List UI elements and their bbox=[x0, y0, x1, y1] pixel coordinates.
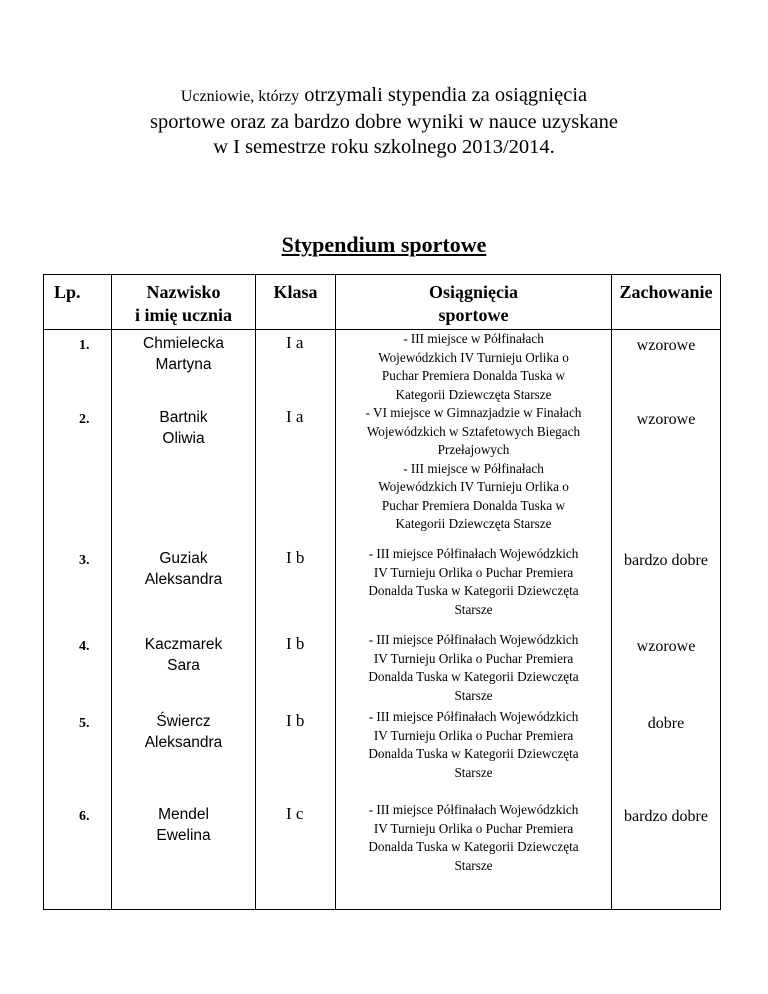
achievement-line: Starsze bbox=[454, 764, 493, 780]
row-lp: 3. bbox=[44, 545, 112, 631]
intro-line-2: sportowe oraz za bardzo dobre wyniki w nauce uzyskane bbox=[150, 110, 618, 133]
achievement-line: Kategorii Dziewczęta Starsze bbox=[395, 516, 552, 531]
table-row bbox=[44, 631, 721, 708]
achievement-line: - III miejsce w Półfinałach bbox=[403, 331, 544, 346]
intro-line-1 bbox=[0, 83, 768, 110]
row-klasa: I b bbox=[256, 545, 336, 631]
row-lp: 1. bbox=[44, 330, 112, 405]
row-firstname: Martyna bbox=[155, 356, 212, 373]
row-achievements bbox=[336, 801, 612, 909]
row-surname: Kaczmarek bbox=[144, 636, 223, 653]
row-surname: Guziak bbox=[159, 550, 208, 567]
row-surname: Bartnik bbox=[159, 409, 208, 426]
intro-line-1-rest: otrzymali stypendia za osiągnięcia bbox=[299, 84, 588, 106]
row-lp: 5. bbox=[44, 708, 112, 801]
row-student-name bbox=[112, 330, 256, 405]
achievement-line: Puchar Premiera Donalda Tuska w bbox=[381, 497, 566, 513]
table-row bbox=[44, 801, 721, 909]
row-lp: 4. bbox=[44, 631, 112, 708]
row-behaviour: bardzo dobre bbox=[612, 801, 721, 909]
row-behaviour: wzorowe bbox=[612, 404, 721, 545]
section-title: Stypendium sportowe bbox=[281, 232, 487, 257]
intro-text bbox=[0, 83, 768, 161]
row-lp: 2. bbox=[44, 404, 112, 545]
row-klasa: I a bbox=[256, 404, 336, 545]
header-name bbox=[112, 275, 256, 330]
row-klasa: I a bbox=[256, 330, 336, 405]
header-klasa: Klasa bbox=[256, 275, 336, 330]
achievement-line: Donalda Tuska w Kategorii Dziewczęta bbox=[368, 746, 579, 761]
row-surname: Mendel bbox=[158, 806, 209, 823]
achievement-line: IV Turnieju Orlika o Puchar Premiera bbox=[373, 650, 574, 666]
row-achievements bbox=[336, 631, 612, 708]
scholarship-table bbox=[43, 274, 721, 910]
achievement-line: Starsze bbox=[454, 601, 493, 617]
row-surname: Chmielecka bbox=[143, 335, 224, 352]
row-student-name bbox=[112, 404, 256, 545]
row-achievements bbox=[336, 545, 612, 631]
row-student-name bbox=[112, 545, 256, 631]
achievement-line: - VI miejsce w Gimnazjadzie w Finałach bbox=[365, 405, 582, 420]
row-firstname: Ewelina bbox=[156, 827, 211, 844]
achievement-line: Donalda Tuska w Kategorii Dziewczęta bbox=[368, 583, 579, 598]
achievement-line: - III miejsce Półfinałach Wojewódzkich bbox=[368, 709, 579, 724]
row-lp: 6. bbox=[44, 801, 112, 909]
row-achievements bbox=[336, 708, 612, 801]
row-student-name bbox=[112, 801, 256, 909]
achievement-line: IV Turnieju Orlika o Puchar Premiera bbox=[373, 820, 574, 836]
achievement-line: Kategorii Dziewczęta Starsze bbox=[395, 386, 552, 402]
achievement-line: Wojewódzkich w Sztafetowych Biegach bbox=[366, 423, 581, 439]
row-behaviour: dobre bbox=[612, 708, 721, 801]
achievement-line: Wojewódzkich IV Turnieju Orlika o bbox=[378, 479, 569, 494]
intro-line-3: w I semestrze roku szkolnego 2013/2014. bbox=[213, 136, 555, 158]
row-behaviour: bardzo dobre bbox=[612, 545, 721, 631]
achievement-line: Przełajowych bbox=[437, 442, 510, 457]
achievement-line: Donalda Tuska w Kategorii Dziewczęta bbox=[368, 669, 579, 684]
row-student-name bbox=[112, 708, 256, 801]
row-achievements bbox=[336, 330, 612, 405]
achievement-line: IV Turnieju Orlika o Puchar Premiera bbox=[373, 727, 574, 743]
header-behaviour: Zachowanie bbox=[612, 275, 721, 330]
achievement-line: IV Turnieju Orlika o Puchar Premiera bbox=[373, 564, 574, 580]
row-klasa: I c bbox=[256, 801, 336, 909]
table-row bbox=[44, 545, 721, 631]
row-firstname: Sara bbox=[167, 657, 200, 674]
achievement-line: Donalda Tuska w Kategorii Dziewczęta bbox=[368, 839, 579, 854]
header-achievements bbox=[336, 275, 612, 330]
table-row bbox=[44, 404, 721, 545]
row-achievements bbox=[336, 404, 612, 545]
achievement-line: - III miejsce Półfinałach Wojewódzkich bbox=[368, 802, 579, 817]
row-behaviour: wzorowe bbox=[612, 330, 721, 405]
achievement-line: Wojewódzkich IV Turnieju Orlika o bbox=[378, 349, 569, 365]
row-klasa: I b bbox=[256, 708, 336, 801]
row-firstname: Oliwia bbox=[162, 430, 205, 447]
achievement-line: - III miejsce Półfinałach Wojewódzkich bbox=[368, 632, 579, 647]
achievement-line: - III miejsce w Półfinałach bbox=[403, 460, 544, 476]
intro-line-1-small: Uczniowie, którzy bbox=[180, 88, 300, 105]
row-firstname: Aleksandra bbox=[144, 571, 223, 588]
achievement-line: Starsze bbox=[454, 687, 493, 703]
row-firstname: Aleksandra bbox=[144, 734, 223, 751]
achievement-line: Starsze bbox=[454, 857, 493, 873]
header-name-line-1: Nazwisko bbox=[146, 282, 221, 302]
header-achievements-line-2: sportowe bbox=[438, 305, 509, 325]
row-student-name bbox=[112, 631, 256, 708]
row-behaviour: wzorowe bbox=[612, 631, 721, 708]
table-header-row bbox=[44, 275, 721, 330]
achievement-line: - III miejsce Półfinałach Wojewódzkich bbox=[368, 546, 579, 561]
header-achievements-line-1: Osiągnięcia bbox=[429, 282, 518, 302]
achievement-line: Puchar Premiera Donalda Tuska w bbox=[381, 368, 566, 383]
table-row bbox=[44, 330, 721, 405]
header-name-line-2: i imię ucznia bbox=[135, 305, 232, 325]
row-klasa: I b bbox=[256, 631, 336, 708]
header-lp: Lp. bbox=[44, 275, 112, 330]
row-surname: Świercz bbox=[156, 713, 211, 730]
table-row bbox=[44, 708, 721, 801]
